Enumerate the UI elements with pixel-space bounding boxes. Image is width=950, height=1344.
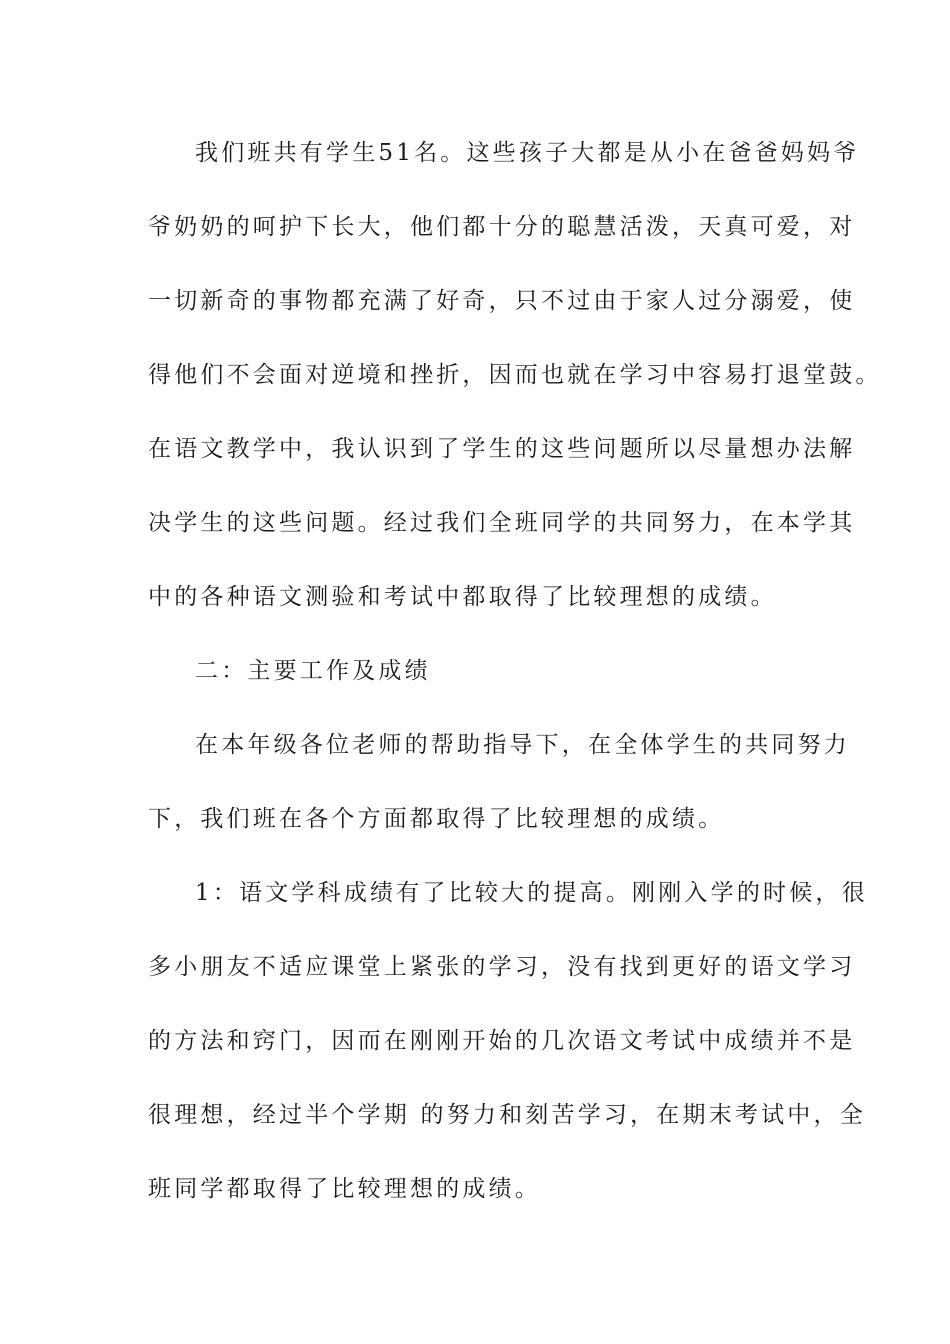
paragraph-line: 在语文教学中，我认识到了学生的这些问题所以尽量想办法解 (148, 436, 856, 462)
paragraph-line: 多小朋友不适应课堂上紧张的学习，没有找到更好的语文学习 (148, 954, 856, 980)
paragraph-line: 班同学都取得了比较理想的成绩。 (148, 1176, 541, 1202)
paragraph-line: 很理想，经过半个学期 的努力和刻苦学习，在期末考试中，全 (148, 1102, 866, 1128)
paragraph-line: 下，我们班在各个方面都取得了比较理想的成绩。 (148, 806, 725, 832)
paragraph-line: 的方法和窍门，因而在刚刚开始的几次语文考试中成绩并不是 (148, 1028, 856, 1054)
paragraph-line: 我们班共有学生51名。这些孩子大都是从小在爸爸妈妈爷 (195, 140, 860, 166)
paragraph-line: 1：语文学科成绩有了比较大的提高。刚刚入学的时候，很 (195, 880, 868, 906)
paragraph-line: 得他们不会面对逆境和挫折，因而也就在学习中容易打退堂鼓。 (148, 362, 882, 388)
paragraph-line: 决学生的这些问题。经过我们全班同学的共同努力，在本学其 (148, 510, 856, 536)
paragraph-line: 在本年级各位老师的帮助指导下，在全体学生的共同努力 (195, 732, 850, 758)
paragraph-line: 一切新奇的事物都充满了好奇，只不过由于家人过分溺爱，使 (148, 288, 856, 314)
paragraph-line: 爷奶奶的呵护下长大，他们都十分的聪慧活泼，天真可爱，对 (148, 214, 856, 240)
section-heading: 二：主要工作及成绩 (195, 658, 431, 684)
paragraph-line: 中的各种语文测验和考试中都取得了比较理想的成绩。 (148, 584, 777, 610)
